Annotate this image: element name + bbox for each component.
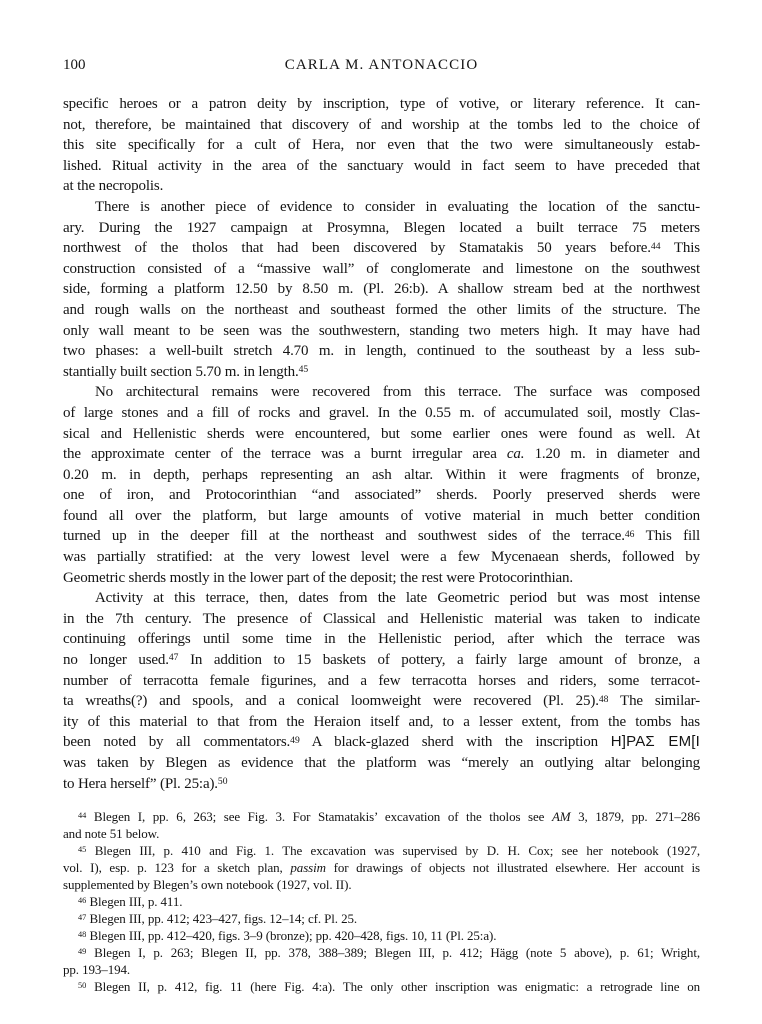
footnote-marker: 47 [78, 912, 87, 922]
text-line: no longer used.$^{47}$ In addition to 15 baskets of pottery, a fairly large amount of bronze, a [63, 652, 700, 669]
footnote [63, 978, 700, 995]
text-line: been noted by all commentators.$^{49}$ A black-glazed sherd with the inscription H]ΡΑΣ ΕΜ[Ι [63, 733, 700, 751]
text-line: not, therefore, be maintained that discovery of and worship at the tombs led to the choice of [63, 116, 700, 133]
text-line: only wall meant to be seen was the southwestern, standing two meters high. It may have had [63, 322, 700, 339]
text-line: and rough walls on the northeast and southeast formed the other limits of the structure. The [63, 301, 700, 318]
text-line: There is another piece of evidence to consider in evaluating the location of the sanctu- [95, 198, 700, 215]
text-line: Activity at this terrace, then, dates from the late Geometric period but was most intense [95, 590, 700, 607]
text-line: construction consisted of a “massive wall” of conglomerate and limestone on the southwest [63, 260, 700, 277]
text-line: found all over the platform, but large amounts of votive material in much better condition [63, 507, 700, 524]
footnote-marker: 47 [168, 652, 179, 664]
text-line: $^{44}$ Blegen I, pp. 6, 263; see Fig. 3. For Stamatakis’ excavation of the tholos see AM 3, 1879, pp. 271–286 [78, 809, 700, 824]
text-line: 0.20 m. in depth, perhaps representing an ash altar. Within it were fragments of bronze, [63, 466, 700, 483]
footnote-marker: 46 [624, 528, 635, 540]
text-line: sical and Hellenistic sherds were encountered, but some earlier ones were found as well. At [63, 425, 700, 442]
italic-term: ca. [506, 446, 525, 463]
greek-inscription: H]ΡΑΣ ΕΜ[Ι [610, 733, 700, 751]
text-line: in the 7th century. The presence of Classical and Hellenistic material was taken to indicate [63, 610, 700, 627]
footnote [63, 910, 700, 927]
text-line: ta wreaths(?) and spools, and a conical loomweight were recovered (Pl. 25).$^{48}$ The similar- [63, 693, 700, 710]
footnote-marker: 50 [217, 775, 228, 787]
text-line: $^{48}$ Blegen III, pp. 412–420, figs. 3–9 (bronze); pp. 420–428, figs. 10, 11 (Pl. 25:a). [78, 928, 497, 943]
text-line: ity of this material to that from the Heraion itself and, to a lesser extent, from the tombs has [63, 713, 700, 730]
paragraph [63, 382, 700, 588]
footnote [63, 927, 700, 944]
running-head: CARLA M. ANTONACCIO [284, 57, 479, 73]
text-line: specific heroes or a patron deity by inscription, type of votive, or literary reference. It can- [63, 96, 700, 112]
italic-term: passim [290, 860, 326, 875]
text-line: number of terracotta female figurines, and a few terracotta horses and riders, some terracot- [63, 672, 700, 689]
footnote-marker: 46 [78, 895, 87, 905]
footnote-marker: 45 [298, 364, 309, 376]
text-line: two phases: a well-built stretch 4.70 m. in length, continued to the southeast by a less sub- [63, 343, 700, 360]
text-line: $^{49}$ Blegen I, p. 263; Blegen II, pp. 378, 388–389; Blegen III, p. 412; Hägg (note 5 above), p. 61; Wright, [78, 945, 700, 960]
footnote-marker: 44 [650, 240, 661, 252]
text-line: side, forming a platform 12.50 by 8.50 m. (Pl. 26:b). A shallow stream bed at the northwest [63, 281, 700, 298]
text-line: supplemented by Blegen’s own notebook (1927, vol. II). [63, 877, 352, 892]
footnote-marker: 49 [78, 946, 87, 956]
footnote-marker: 48 [598, 693, 609, 705]
text-line: northwest of the tholos that had been discovered by Stamatakis 50 years before.$^{44}$ This [63, 240, 700, 257]
text-line: was partially stratified: at the very lowest level were a few Mycenaean sherds, followed by [63, 549, 700, 566]
text-line: $^{47}$ Blegen III, pp. 412; 423–427, figs. 12–14; cf. Pl. 25. [78, 911, 358, 926]
text-line: one of iron, and Protocorinthian “and associated” sherds. Poorly preserved sherds were [63, 487, 700, 504]
paragraph [63, 94, 700, 197]
text-line: $^{45}$ Blegen III, p. 410 and Fig. 1. The excavation was supervised by D. H. Cox; see her notebook (1927, [78, 843, 700, 858]
text-line: pp. 193–194. [63, 962, 131, 977]
paragraph [63, 588, 700, 794]
italic-term: AM [551, 809, 571, 824]
text-line: Geometric sherds mostly in the lower part of the deposit; the rest were Protocorinthian. [63, 569, 573, 586]
footnote [63, 944, 700, 978]
footnote [63, 893, 700, 910]
article-body [63, 94, 700, 794]
footnote [63, 808, 700, 842]
text-line: of large stones and a fill of rocks and gravel. In the 0.55 m. of accumulated soil, mostly Clas- [63, 404, 700, 421]
text-line: was taken by Blegen as evidence that the platform was “merely an outlying altar belonging [63, 755, 700, 771]
text-line: vol. I), esp. p. 123 for a sketch plan, passim for drawings of objects not illustrated elsewhere. Her account is [63, 860, 700, 875]
text-line: lished. Ritual activity in the area of the sanctuary would in fact seem to have preceded that [63, 157, 700, 174]
footnotes-section [63, 808, 700, 995]
page-number: 100 [63, 57, 86, 73]
footnote [63, 842, 700, 893]
footnote-marker: 50 [78, 980, 87, 990]
footnote-marker: 44 [78, 810, 87, 820]
text-line: $^{46}$ Blegen III, p. 411. [78, 894, 183, 909]
text-line: at the necropolis. [63, 178, 164, 195]
text-line: ary. During the 1927 campaign at Prosymna, Blegen located a built terrace 75 meters [63, 219, 700, 236]
paragraph [63, 197, 700, 382]
text-line: $^{50}$ Blegen II, p. 412, fig. 11 (here Fig. 4:a). The only other inscription was enigmatic: a retrograde line on [78, 979, 700, 994]
text-line: continuing offerings until some time in the Hellenistic period, after which the terrace was [63, 631, 700, 648]
footnote-marker: 45 [78, 844, 87, 854]
text-line: No architectural remains were recovered from this terrace. The surface was composed [95, 384, 700, 401]
text-line: the approximate center of the terrace was a burnt irregular area ca. 1.20 m. in diameter and [63, 446, 700, 463]
footnote-marker: 48 [78, 929, 87, 939]
text-line: to Hera herself” (Pl. 25:a).$^{50}$ [63, 775, 228, 792]
text-line: stantially built section 5.70 m. in length.$^{45}$ [63, 363, 309, 380]
footnote-marker: 49 [290, 734, 300, 746]
text-line: turned up in the deeper fill at the northeast and southwest sides of the terrace.$^{46}$ This fill [63, 528, 700, 545]
text-line: and note 51 below. [63, 826, 160, 841]
text-line: this site specifically for a cult of Hera, nor even that the two were simultaneously estab- [63, 137, 700, 154]
page-header [63, 57, 700, 75]
